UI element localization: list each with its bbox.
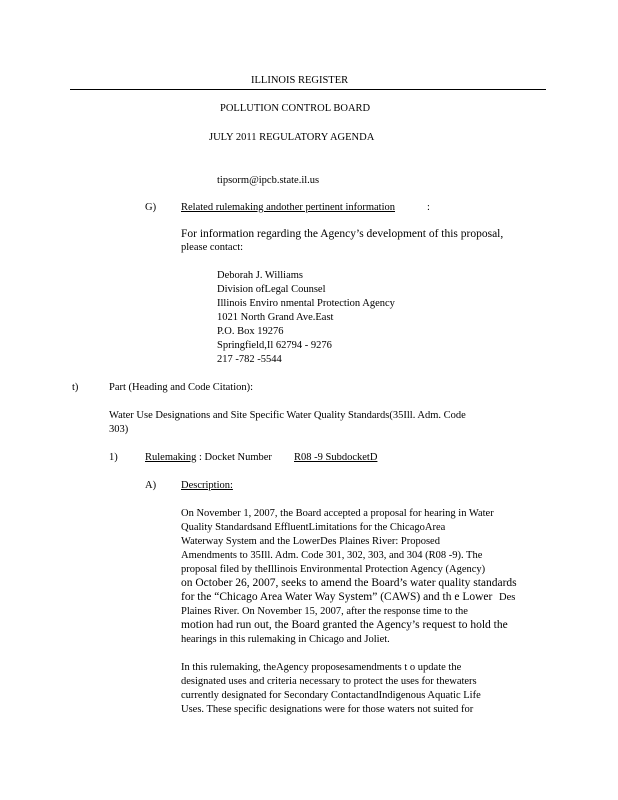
para1-line: On November 1, 2007, the Board accepted a proposal for hearing in Water (181, 508, 494, 519)
section-t-heading: Part (Heading and Code Citation): (109, 382, 254, 393)
para2-line: designated uses and criteria necessary to protect the uses for thewaters (181, 676, 477, 687)
para1-emphasis-line: motion had run out, the Board granted the Agency’s request to hold the (181, 619, 508, 631)
section-g-colon: : (427, 202, 430, 213)
para1-emphasis-line: for the “Chicago Area Water Way System” (CAWS) and th e Lower (181, 591, 493, 603)
section-t-marker: t) (72, 382, 79, 393)
item-a-label: Description: (181, 480, 233, 491)
contact-city: Springfield,Il 62794 - 9276 (217, 340, 332, 351)
contact-street: 1021 North Grand Ave.East (217, 312, 334, 323)
contact-division: Division ofLegal Counsel (217, 284, 326, 295)
para1-line-tail: Des (499, 592, 516, 603)
section-g-marker: G) (145, 202, 157, 213)
section-g-intro-line2: please contact: (181, 242, 244, 253)
item-1-marker: 1) (109, 452, 118, 463)
register-title: ILLINOIS REGISTER (251, 75, 349, 86)
contact-agency: Illinois Enviro nmental Protection Agency (217, 298, 395, 309)
para1-line: proposal filed by theIllinois Environmental Protection Agency (Agency) (181, 564, 486, 575)
section-t-citation-line1: Water Use Designations and Site Specific Water Quality Standards(35Ill. Adm. Code (109, 410, 466, 421)
para1-line: hearings in this rulemaking in Chicago and Joliet. (181, 634, 390, 645)
item-1-label: Rulemaking (145, 452, 197, 463)
para2-line: currently designated for Secondary ContactandIndigenous Aquatic Life (181, 690, 481, 701)
section-t-citation-line2: 303) (109, 424, 129, 435)
contact-name: Deborah J. Williams (217, 270, 303, 281)
agenda-title: JULY 2011 REGULATORY AGENDA (209, 132, 375, 143)
item-a-marker: A) (145, 480, 157, 491)
section-g-intro-line1: For information regarding the Agency’s development of this proposal, (181, 228, 504, 240)
contact-phone: 217 -782 -5544 (217, 354, 282, 365)
para1-emphasis-line: on October 26, 2007, seeks to amend the Board’s water quality standards (181, 577, 517, 589)
header-rule (70, 89, 546, 90)
para1-line: Amendments to 35Ill. Adm. Code 301, 302, 303, and 304 (R08 -9). The (181, 550, 483, 561)
para1-line: Waterway System and the LowerDes Plaines River: Proposed (181, 536, 440, 547)
board-title: POLLUTION CONTROL BOARD (220, 103, 371, 114)
contact-po-box: P.O. Box 19276 (217, 326, 284, 337)
para2-line: Uses. These specific designations were for those waters not suited for (181, 704, 474, 715)
para1-line: Quality Standardsand EffluentLimitations for the ChicagoArea (181, 522, 446, 533)
item-1-docket-value: R08 -9 SubdocketD (294, 452, 378, 463)
item-1-docket-text: : Docket Number (199, 452, 272, 463)
contact-email: tipsorm@ipcb.state.il.us (217, 175, 320, 186)
para1-line: Plaines River. On November 15, 2007, after the response time to the (181, 606, 468, 617)
section-g-heading: Related rulemaking andother pertinent information (181, 202, 396, 213)
para2-line: In this rulemaking, theAgency proposesamendments t o update the (181, 662, 462, 673)
